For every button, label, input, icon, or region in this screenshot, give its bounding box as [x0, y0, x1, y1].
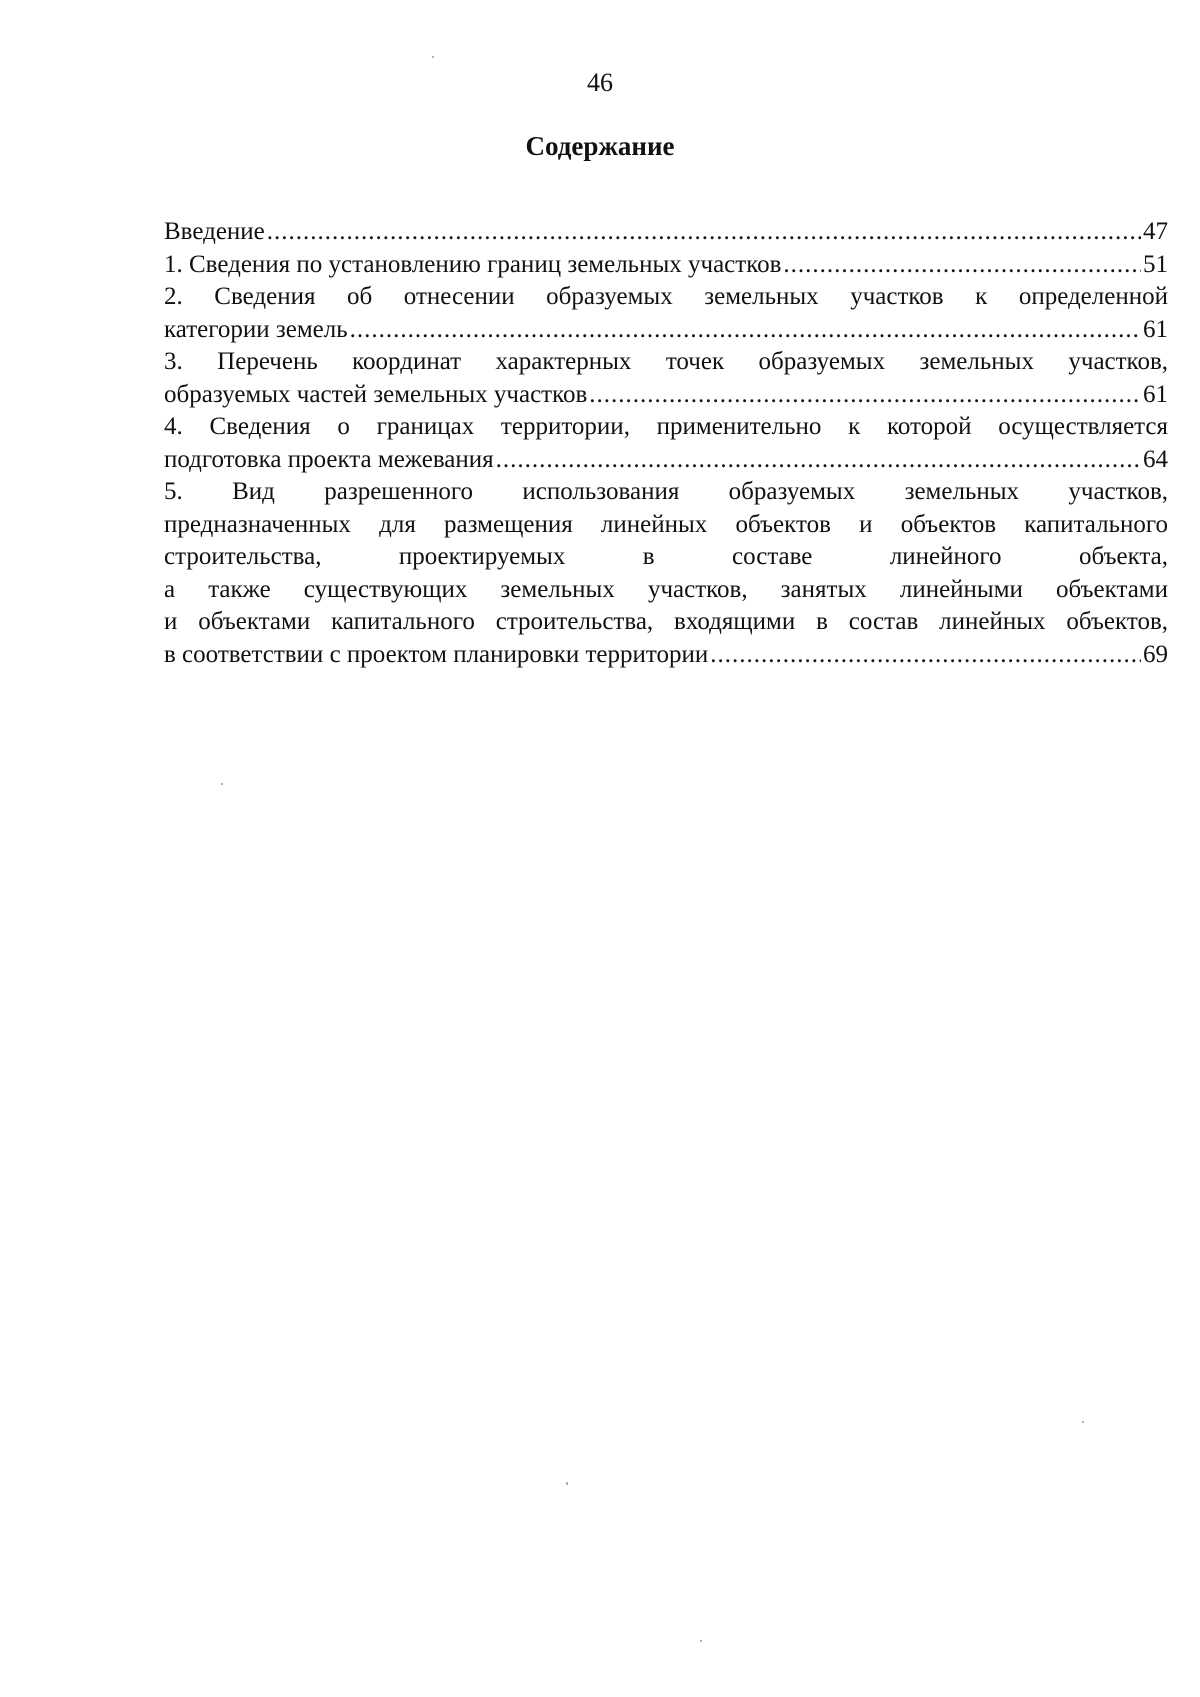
- dot-leader: [267, 216, 1141, 249]
- toc-title: Содержание: [525, 131, 675, 161]
- toc-line: [164, 444, 1168, 477]
- scan-speck: [700, 1640, 702, 1642]
- dot-leader: [710, 639, 1141, 672]
- toc-entry-title: в соответствии с проектом планировки территории: [164, 640, 709, 668]
- toc-page-number: 69: [1143, 640, 1168, 668]
- scan-speck: [566, 1482, 568, 1485]
- toc-entry-2[interactable]: [164, 281, 1168, 346]
- toc-line: [164, 216, 1168, 249]
- scan-speck: [221, 783, 223, 785]
- toc-entry-3[interactable]: [164, 346, 1168, 411]
- toc-line: [164, 249, 1168, 282]
- table-of-contents: [164, 216, 1168, 671]
- toc-entry-1[interactable]: [164, 249, 1168, 282]
- toc-entry-title-line: 5. Вид разрешенного использования образуемых земельных участков,: [164, 478, 1168, 505]
- dot-leader: [350, 314, 1141, 347]
- toc-page-number: 61: [1143, 380, 1168, 408]
- dot-leader: [783, 249, 1141, 282]
- toc-entry-title: образуемых частей земельных участков: [164, 380, 588, 408]
- scan-speck: [432, 56, 434, 58]
- toc-entry-title-line: и объектами капитального строительства, входящими в состав линейных объектов,: [164, 608, 1168, 635]
- dot-leader: [496, 444, 1141, 477]
- page-number: 46: [587, 68, 613, 97]
- toc-entry-title: категории земель: [164, 315, 348, 343]
- toc-line: [164, 314, 1168, 347]
- toc-entry-title-line: 2. Сведения об отнесении образуемых земельных участков к определенной: [164, 283, 1168, 310]
- dot-leader: [589, 379, 1141, 412]
- toc-entry-title-line: строительства, проектируемых в составе линейного объекта,: [164, 543, 1168, 570]
- toc-page-number: 61: [1143, 315, 1168, 343]
- toc-entry-introduction[interactable]: [164, 216, 1168, 249]
- toc-entry-5[interactable]: [164, 476, 1168, 671]
- toc-entry-4[interactable]: [164, 411, 1168, 476]
- toc-page-number: 47: [1143, 218, 1168, 245]
- toc-entry-title: 1. Сведения по установлению границ земельных участков: [164, 250, 782, 278]
- scan-speck: [1082, 1421, 1084, 1423]
- toc-page-number: 51: [1143, 250, 1168, 278]
- toc-entry-title-line: 4. Сведения о границах территории, применительно к которой осуществляется: [164, 413, 1168, 440]
- toc-entry-title: подготовка проекта межевания: [164, 445, 494, 473]
- toc-entry-title-line: а также существующих земельных участков, занятых линейными объектами: [164, 575, 1168, 603]
- toc-page-number: 64: [1143, 445, 1168, 473]
- toc-entry-title-line: 3. Перечень координат характерных точек образуемых земельных участков,: [164, 348, 1168, 375]
- toc-entry-title: Введение: [164, 218, 265, 245]
- toc-line: [164, 379, 1168, 412]
- toc-entry-title-line: предназначенных для размещения линейных объектов и объектов капитального: [164, 510, 1168, 538]
- toc-line: [164, 639, 1168, 672]
